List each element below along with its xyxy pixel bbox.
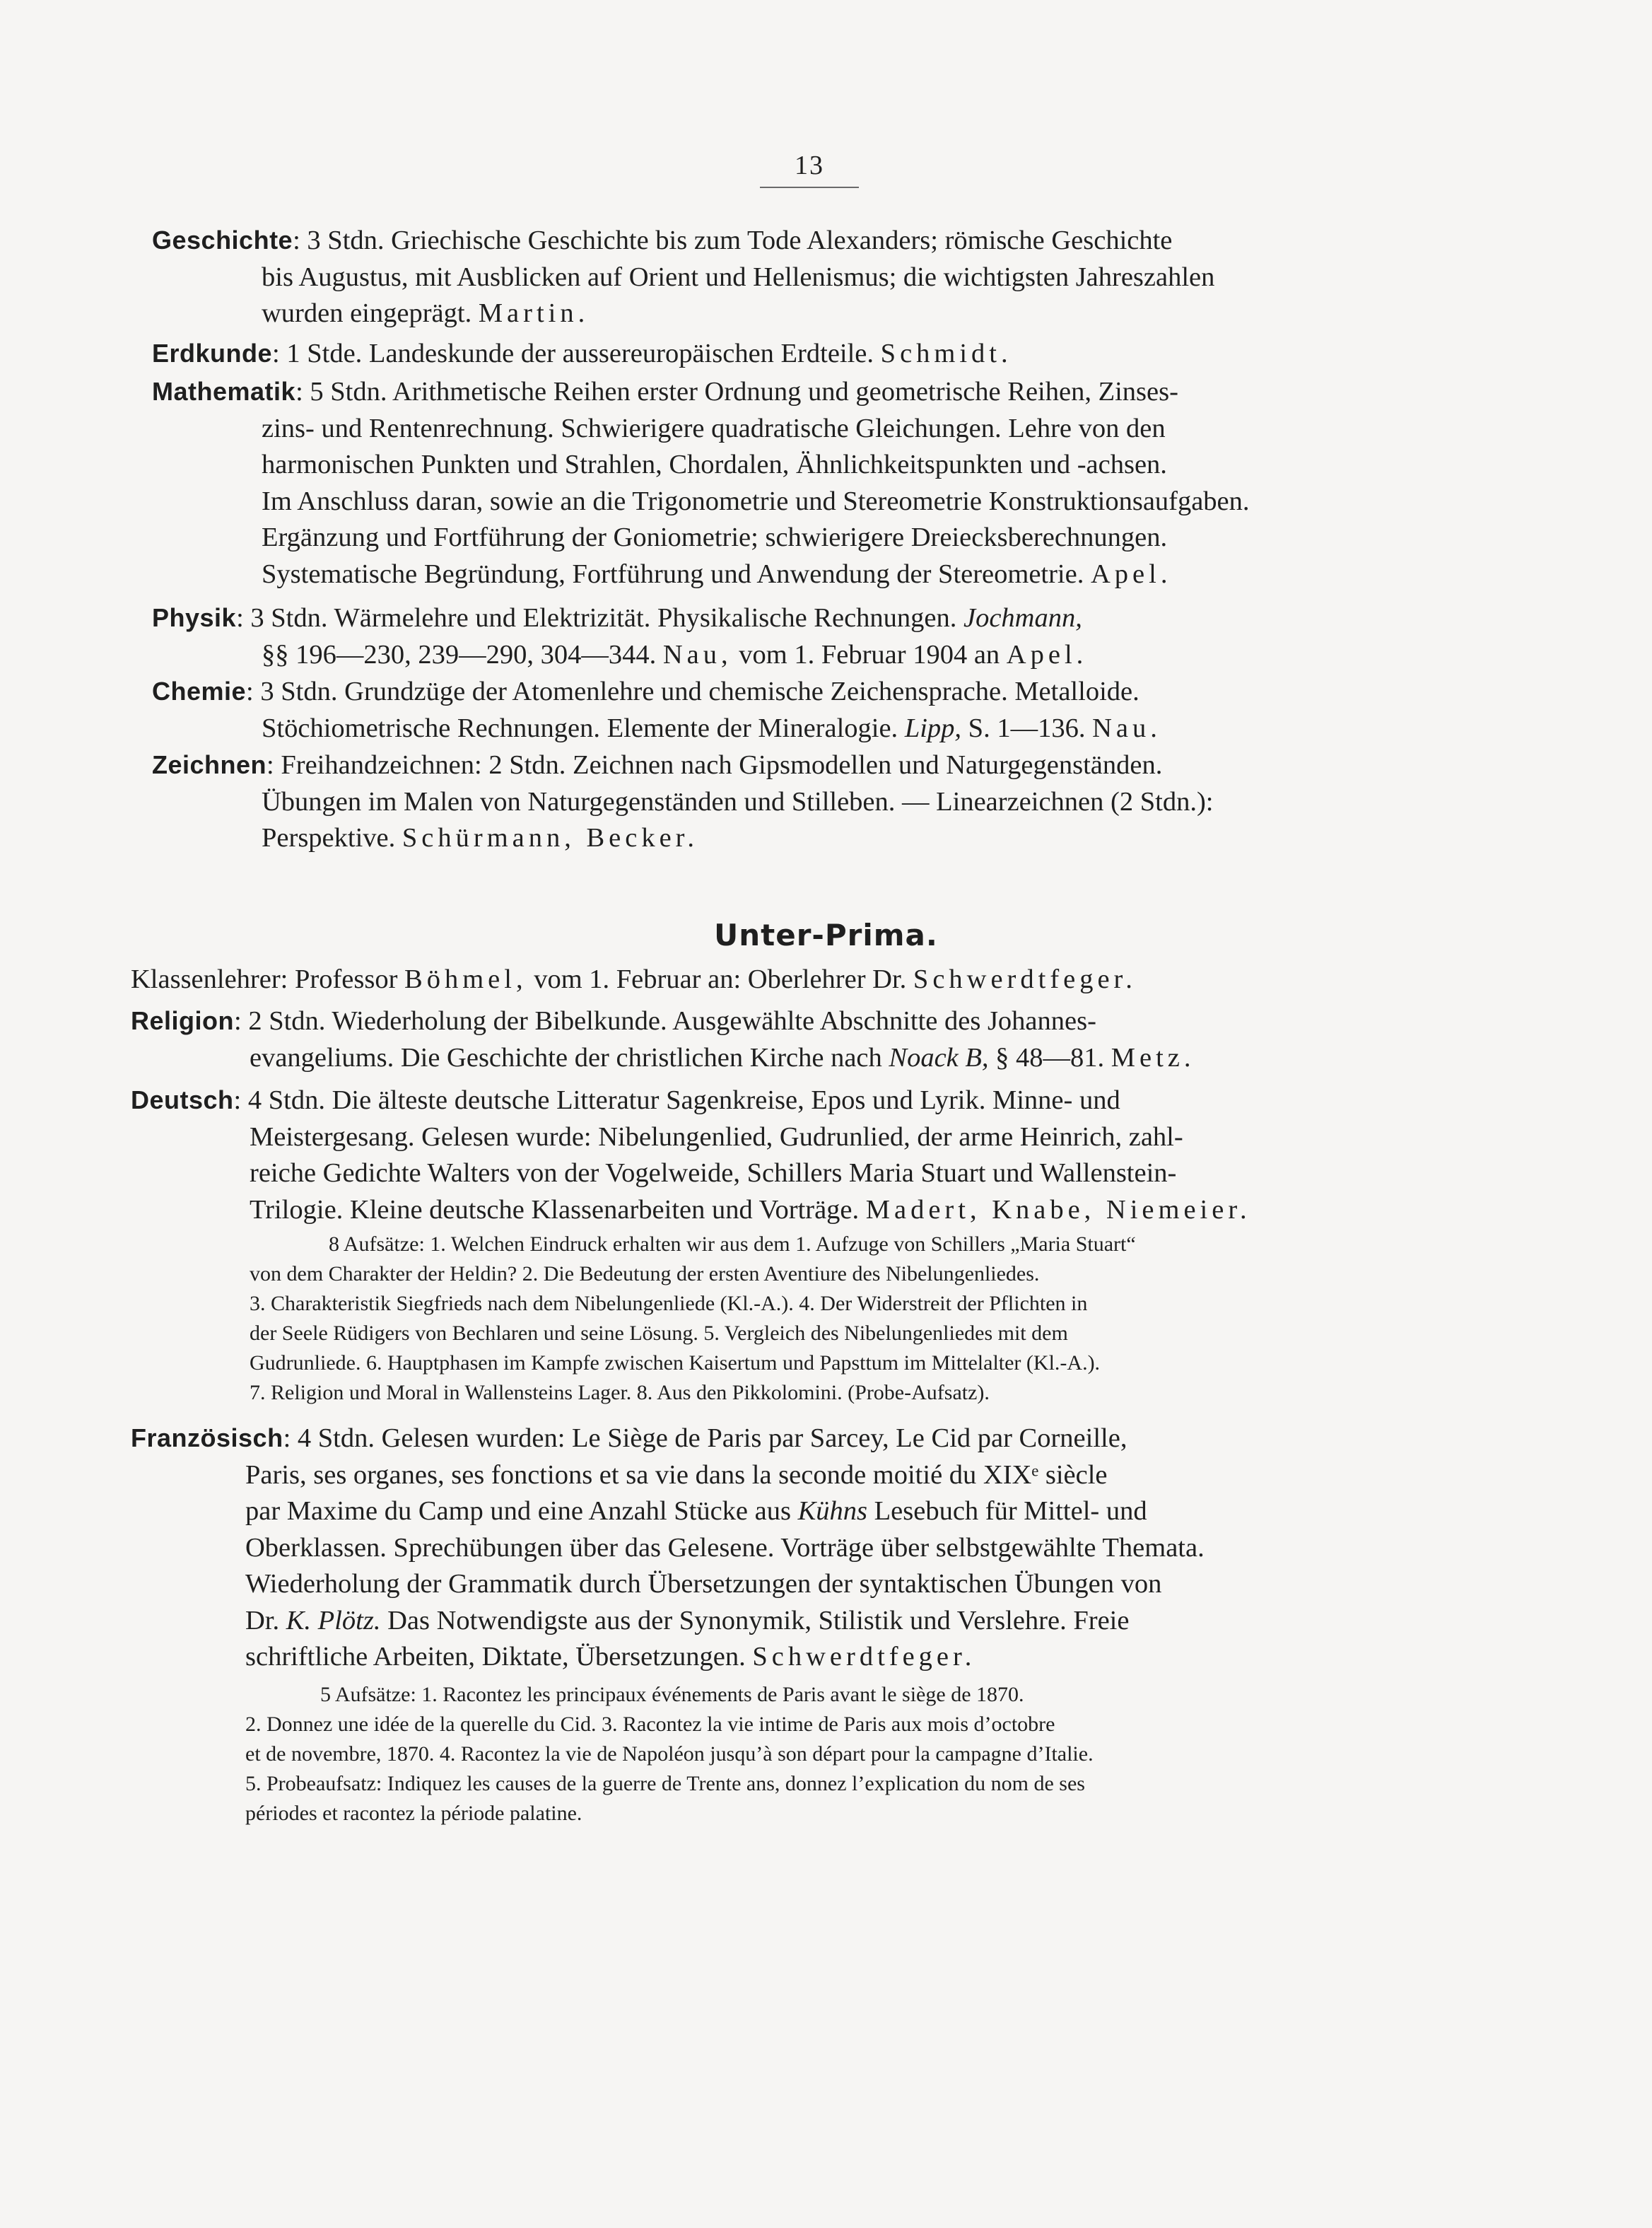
teachers-zeichnen: Schürmann, Becker. — [402, 823, 698, 853]
entry-religion — [131, 1003, 1400, 1076]
franzoesisch-line-3-end: Lesebuch für Mittel- und — [874, 1496, 1147, 1526]
subject-geschichte: Geschichte — [152, 226, 293, 255]
deutsch-essay-line-5: Gudrunliede. 6. Hauptphasen im Kampfe zwischen Kaisertum und Papsttum im Mittelalter (Kl.-A.). — [250, 1351, 1101, 1375]
physik-line-2: §§ 196—230, 239—290, 304—344. — [262, 639, 657, 670]
chemie-line-1: : 3 Stdn. Grundzüge der Atomenlehre und chemische Zeichensprache. Metalloide. — [246, 677, 1140, 706]
subject-chemie: Chemie — [152, 677, 247, 706]
franzoesisch-line-6-start: Dr. — [245, 1605, 280, 1635]
geschichte-line-2: bis Augustus, mit Ausblicken auf Orient und Hellenismus; die wichtigsten Jahreszahlen — [262, 262, 1215, 292]
chemie-pages: S. 1—136. — [968, 713, 1086, 743]
section-title: Unter-Prima. — [714, 918, 938, 952]
entry-klassenlehrer — [131, 962, 1400, 998]
franzoesisch-line-2: Paris, ses organes, ses fonctions et sa vie dans la seconde moitié du XIXᵉ siècle — [245, 1459, 1108, 1490]
franzoesisch-essays — [131, 1680, 1400, 1829]
mathematik-line-3: harmonischen Punkten und Strahlen, Chordalen, Ähnlichkeitspunkten und -achsen. — [262, 450, 1167, 479]
franzoesisch-essay-line-1: 5 Aufsätze: 1. Racontez les principaux événements de Paris avant le siège de 1870. — [320, 1682, 1024, 1706]
zeichnen-line-1: : Freihandzeichnen: 2 Stdn. Zeichnen nach Gipsmodellen und Naturgegenständen. — [266, 750, 1163, 780]
teacher-schwerdtfeger: Schwerdtfeger. — [913, 964, 1137, 994]
subject-religion: Religion — [131, 1006, 234, 1035]
franzoesisch-essay-line-5: périodes et racontez la période palatine. — [245, 1801, 582, 1825]
mathematik-line-2: zins- und Rentenrechnung. Schwierigere quadratische Gleichungen. Lehre von den — [262, 413, 1166, 443]
teacher-nau: Nau, — [662, 639, 732, 670]
deutsch-essay-line-2: von dem Charakter der Heldin? 2. Die Bedeutung der ersten Aventiure des Nibelungenliedes. — [250, 1262, 1040, 1285]
religion-line-1: : 2 Stdn. Wiederholung der Bibelkunde. Ausgewählte Abschnitte des Johannes- — [234, 1006, 1096, 1036]
subject-zeichnen: Zeichnen — [152, 750, 267, 779]
subject-erdkunde: Erdkunde — [152, 339, 273, 368]
entry-erdkunde — [152, 335, 1422, 373]
entry-physik — [152, 600, 1422, 673]
teacher-boehmel: Böhmel, — [404, 964, 527, 994]
subject-physik: Physik — [152, 603, 237, 632]
entry-chemie — [152, 673, 1422, 747]
teacher-metz: Metz. — [1111, 1042, 1195, 1073]
teacher-apel: Apel. — [1090, 559, 1172, 589]
teacher-schmidt: Schmidt. — [880, 339, 1012, 368]
zeichnen-line-3: Perspektive. — [262, 823, 396, 853]
mathematik-line-1: : 5 Stdn. Arithmetische Reihen erster Ordnung und geometrische Reihen, Zinses- — [295, 377, 1178, 407]
entry-mathematik — [152, 373, 1422, 593]
teacher-apel-physik: Apel. — [1006, 639, 1088, 670]
deutsch-line-2: Meistergesang. Gelesen wurde: Nibelungenlied, Gudrunlied, der arme Heinrich, zahl- — [250, 1121, 1183, 1152]
entry-deutsch — [131, 1082, 1400, 1408]
chemie-line-2: Stöchiometrische Rechnungen. Elemente der Mineralogie. — [262, 713, 898, 743]
entry-franzoesisch — [131, 1420, 1400, 1829]
deutsch-essay-line-3: 3. Charakteristik Siegfrieds nach dem Nibelungenliede (Kl.-A.). 4. Der Widerstreit der Pflichten in — [250, 1292, 1088, 1315]
franzoesisch-line-3: par Maxime du Camp und eine Anzahl Stücke aus — [245, 1496, 791, 1526]
franzoesisch-essay-line-3: et de novembre, 1870. 4. Racontez la vie de Napoléon jusqu’à son départ pour la campagne d’Italie. — [245, 1742, 1094, 1766]
entry-geschichte — [152, 222, 1422, 332]
deutsch-essay-line-1: 8 Aufsätze: 1. Welchen Eindruck erhalten wir aus dem 1. Aufzuge von Schillers „Maria Stuart“ — [329, 1232, 1136, 1256]
teachers-deutsch: Madert, Knabe, Niemeier. — [865, 1194, 1251, 1225]
geschichte-line-1: : 3 Stdn. Griechische Geschichte bis zum Tode Alexanders; römische Geschichte — [293, 226, 1173, 255]
physik-line-1: : 3 Stdn. Wärmelehre und Elektrizität. Physikalische Rechnungen. — [236, 603, 957, 633]
religion-line-2: evangeliums. Die Geschichte der christlichen Kirche nach — [250, 1042, 882, 1073]
franzoesisch-line-5: Wiederholung der Grammatik durch Übersetzungen der syntaktischen Übungen von — [245, 1569, 1162, 1599]
franzoesisch-line-1: : 4 Stdn. Gelesen wurden: Le Siège de Paris par Sarcey, Le Cid par Corneille, — [283, 1423, 1127, 1453]
geschichte-line-3: wurden eingeprägt. — [262, 298, 472, 328]
deutsch-line-1: : 4 Stdn. Die älteste deutsche Litteratur Sagenkreise, Epos und Lyrik. Minne- und — [233, 1085, 1120, 1115]
franzoesisch-essay-line-4: 5. Probeaufsatz: Indiquez les causes de la guerre de Trente ans, donnez l’explication du nom de ses — [245, 1771, 1085, 1795]
franzoesisch-line-7: schriftliche Arbeiten, Diktate, Übersetzungen. — [245, 1642, 746, 1672]
book-jochmann: Jochmann, — [963, 603, 1082, 633]
klassenlehrer-label: Klassenlehrer: Professor — [131, 964, 398, 994]
deutsch-essay-line-4: der Seele Rüdigers von Bechlaren und seine Lösung. 5. Vergleich des Nibelungenliedes mit dem — [250, 1322, 1068, 1345]
erdkunde-line-1: : 1 Stde. Landeskunde der aussereuropäischen Erdteile. — [272, 339, 874, 368]
franzoesisch-essay-line-2: 2. Donnez une idée de la querelle du Cid. 3. Racontez la vie intime de Paris aux mois d’octobre — [245, 1712, 1055, 1736]
header-rule — [760, 187, 859, 188]
religion-paragraphs: § 48—81. — [995, 1042, 1105, 1073]
subject-mathematik: Mathematik — [152, 377, 296, 406]
book-ploetz: K. Plötz. — [286, 1605, 381, 1635]
mathematik-line-6: Systematische Begründung, Fortführung und Anwendung der Stereometrie. — [262, 559, 1084, 589]
entry-zeichnen — [152, 747, 1422, 857]
teacher-martin: Martin. — [478, 298, 590, 328]
teacher-schwerdtfeger-fr: Schwerdtfeger. — [752, 1642, 976, 1672]
mathematik-line-5: Ergänzung und Fortführung der Goniometrie; schwierigere Dreiecksberechnungen. — [262, 523, 1168, 552]
book-noack: Noack B, — [889, 1042, 989, 1073]
klassenlehrer-date: vom 1. Februar an: Oberlehrer Dr. — [534, 964, 907, 994]
physik-date: vom 1. Februar 1904 an — [739, 639, 1000, 670]
book-lipp: Lipp, — [904, 713, 962, 743]
subject-franzoesisch: Französisch — [131, 1423, 283, 1452]
deutsch-line-4: Trilogie. Kleine deutsche Klassenarbeiten und Vorträge. — [250, 1194, 860, 1225]
teacher-nau-chemie: Nau. — [1092, 713, 1161, 743]
mathematik-line-4: Im Anschluss daran, sowie an die Trigonometrie und Stereometrie Konstruktionsaufgaben. — [262, 486, 1250, 516]
franzoesisch-line-6: Das Notwendigste aus der Synonymik, Stilistik und Verslehre. Freie — [387, 1605, 1130, 1635]
deutsch-line-3: reiche Gedichte Walters von der Vogelweide, Schillers Maria Stuart und Wallenstein- — [250, 1158, 1177, 1188]
deutsch-essay-line-6: 7. Religion und Moral in Wallensteins Lager. 8. Aus den Pikkolomini. (Probe-Aufsatz). — [250, 1381, 990, 1404]
franzoesisch-line-4: Oberklassen. Sprechübungen über das Gelesene. Vorträge über selbstgewählte Themata. — [245, 1532, 1205, 1563]
subject-deutsch: Deutsch — [131, 1085, 234, 1114]
page-number: 13 — [795, 151, 824, 180]
deutsch-essays — [131, 1230, 1400, 1408]
book-kuehns: Kühns — [797, 1496, 868, 1526]
zeichnen-line-2: Übungen im Malen von Naturgegenständen und Stilleben. — Linearzeichnen (2 Stdn.): — [262, 786, 1214, 817]
